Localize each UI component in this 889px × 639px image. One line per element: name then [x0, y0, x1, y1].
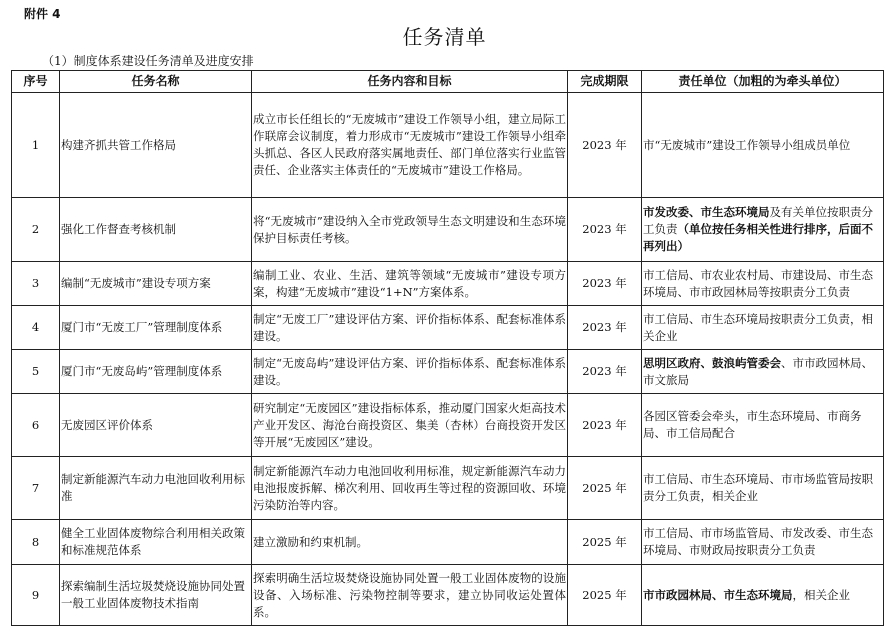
row-responsible — [642, 350, 884, 394]
row-responsible — [642, 457, 884, 520]
row-task-content: 建立激励和约束机制。 — [252, 520, 568, 565]
row-task-name: 厦门市“无废岛屿”管理制度体系 — [60, 350, 252, 394]
table-row — [12, 262, 884, 306]
lead-units: 思明区政府、鼓浪屿管委会 — [643, 355, 781, 370]
row-responsible — [642, 394, 884, 457]
column-header-deadline: 完成期限 — [568, 71, 642, 93]
row-deadline: 2023 年 — [568, 262, 642, 306]
row-task-name: 健全工业固体废物综合利用相关政策和标准规范体系 — [60, 520, 252, 565]
row-task-name: 制定新能源汽车动力电池回收利用标准 — [60, 457, 252, 520]
ordering-note: （单位按任务相关性进行排序，后面不再列出） — [643, 222, 873, 253]
column-header-seq: 序号 — [12, 71, 60, 93]
row-seq: 9 — [12, 565, 60, 626]
row-seq: 8 — [12, 520, 60, 565]
column-header-responsible: 责任单位（加粗的为牵头单位） — [642, 71, 884, 93]
responsible-text: 市工信局、市农业农村局、市建设局、市生态环境局、市市政园林局等按职责分工负责 — [643, 267, 873, 299]
row-responsible — [642, 262, 884, 306]
row-seq: 7 — [12, 457, 60, 520]
row-task-content: 制定新能源汽车动力电池回收利用标准，规定新能源汽车动力电池报废拆解、梯次利用、回收再生等过程的资源回收、环境污染防治等内容。 — [252, 457, 568, 520]
responsible-text: 及有关单位按职责分工负责 — [643, 205, 873, 236]
row-task-content: 制定“无废岛屿”建设评估方案、评价指标体系、配套标准体系建设。 — [252, 350, 568, 394]
row-task-name: 强化工作督查考核机制 — [60, 198, 252, 262]
row-responsible — [642, 520, 884, 565]
row-task-content: 探索明确生活垃圾焚烧设施协同处置一般工业固体废物的设施设备、入场标准、污染物控制等要求，建立协同收运处置体系。 — [252, 565, 568, 626]
responsible-text: 市“无废城市”建设工作领导小组成员单位 — [643, 137, 851, 152]
table-row — [12, 93, 884, 198]
lead-units: 市发改委、市生态环境局 — [643, 205, 770, 219]
row-deadline: 2023 年 — [568, 350, 642, 394]
table-row — [12, 457, 884, 520]
table-row — [12, 565, 884, 626]
row-task-name: 构建齐抓共管工作格局 — [60, 93, 252, 198]
row-task-content: 制定“无废工厂”建设评估方案、评价指标体系、配套标准体系建设。 — [252, 306, 568, 350]
row-task-content: 编制工业、农业、生活、建筑等领域“无废城市”建设专项方案，构建“无废城市”建设“1+N”方案体系。 — [252, 262, 568, 306]
row-deadline: 2023 年 — [568, 198, 642, 262]
attachment-label: 附件 4 — [24, 7, 61, 21]
row-deadline: 2023 年 — [568, 394, 642, 457]
row-seq: 4 — [12, 306, 60, 350]
row-deadline: 2023 年 — [568, 93, 642, 198]
table-row — [12, 198, 884, 262]
row-deadline: 2025 年 — [568, 457, 642, 520]
row-seq: 1 — [12, 93, 60, 198]
row-responsible — [642, 93, 884, 198]
responsible-text: 市工信局、市生态环境局、市市场监管局按职责分工负责，相关企业 — [643, 472, 873, 503]
lead-units: 市市政园林局、市生态环境局 — [643, 587, 793, 602]
row-task-content: 成立市长任组长的“无废城市”建设工作领导小组，建立局际工作联席会议制度，着力形成市“无废城市”建设工作领导小组牵头抓总、各区人民政府落实属地责任、部门单位落实行业监管责任、企业落实主体责任的“无废城市”建设工作格局。 — [252, 93, 568, 198]
row-task-name: 编制“无废城市”建设专项方案 — [60, 262, 252, 306]
page-title: 任务清单 — [402, 25, 487, 49]
row-deadline: 2025 年 — [568, 520, 642, 565]
table-header-row — [12, 71, 884, 93]
table-row — [12, 350, 884, 394]
task-table — [11, 70, 884, 626]
row-deadline: 2023 年 — [568, 306, 642, 350]
row-task-name: 厦门市“无废工厂”管理制度体系 — [60, 306, 252, 350]
row-task-content: 研究制定“无废园区”建设指标体系，推动厦门国家火炬高技术产业开发区、海沧台商投资区、集美（杏林）台商投资开发区等开展“无废园区”建设。 — [252, 394, 568, 457]
table-row — [12, 306, 884, 350]
row-responsible — [642, 198, 884, 262]
responsible-text: ，相关企业 — [792, 587, 850, 602]
row-seq: 5 — [12, 350, 60, 394]
table-row — [12, 394, 884, 457]
responsible-text: 市工信局、市生态环境局按职责分工负责，相关企业 — [643, 311, 873, 343]
column-header-name: 任务名称 — [60, 71, 252, 93]
row-task-content: 将“无废城市”建设纳入全市党政领导生态文明建设和生态环境保护目标责任考核。 — [252, 198, 568, 262]
row-deadline: 2025 年 — [568, 565, 642, 626]
table-row — [12, 520, 884, 565]
row-seq: 6 — [12, 394, 60, 457]
row-task-name: 探索编制生活垃圾焚烧设施协同处置一般工业固体废物技术指南 — [60, 565, 252, 626]
responsible-text: 各园区管委会牵头，市生态环境局、市商务局、市工信局配合 — [643, 409, 862, 440]
section-subtitle: （1）制度体系建设任务清单及进度安排 — [42, 54, 254, 68]
row-seq: 3 — [12, 262, 60, 306]
column-header-content: 任务内容和目标 — [252, 71, 568, 93]
responsible-text: 市工信局、市市场监管局、市发改委、市生态环境局、市财政局按职责分工负责 — [643, 526, 873, 557]
responsible-text: 、市市政园林局、市文旅局 — [643, 355, 873, 387]
row-responsible — [642, 565, 884, 626]
row-responsible — [642, 306, 884, 350]
row-seq: 2 — [12, 198, 60, 262]
row-task-name: 无废园区评价体系 — [60, 394, 252, 457]
